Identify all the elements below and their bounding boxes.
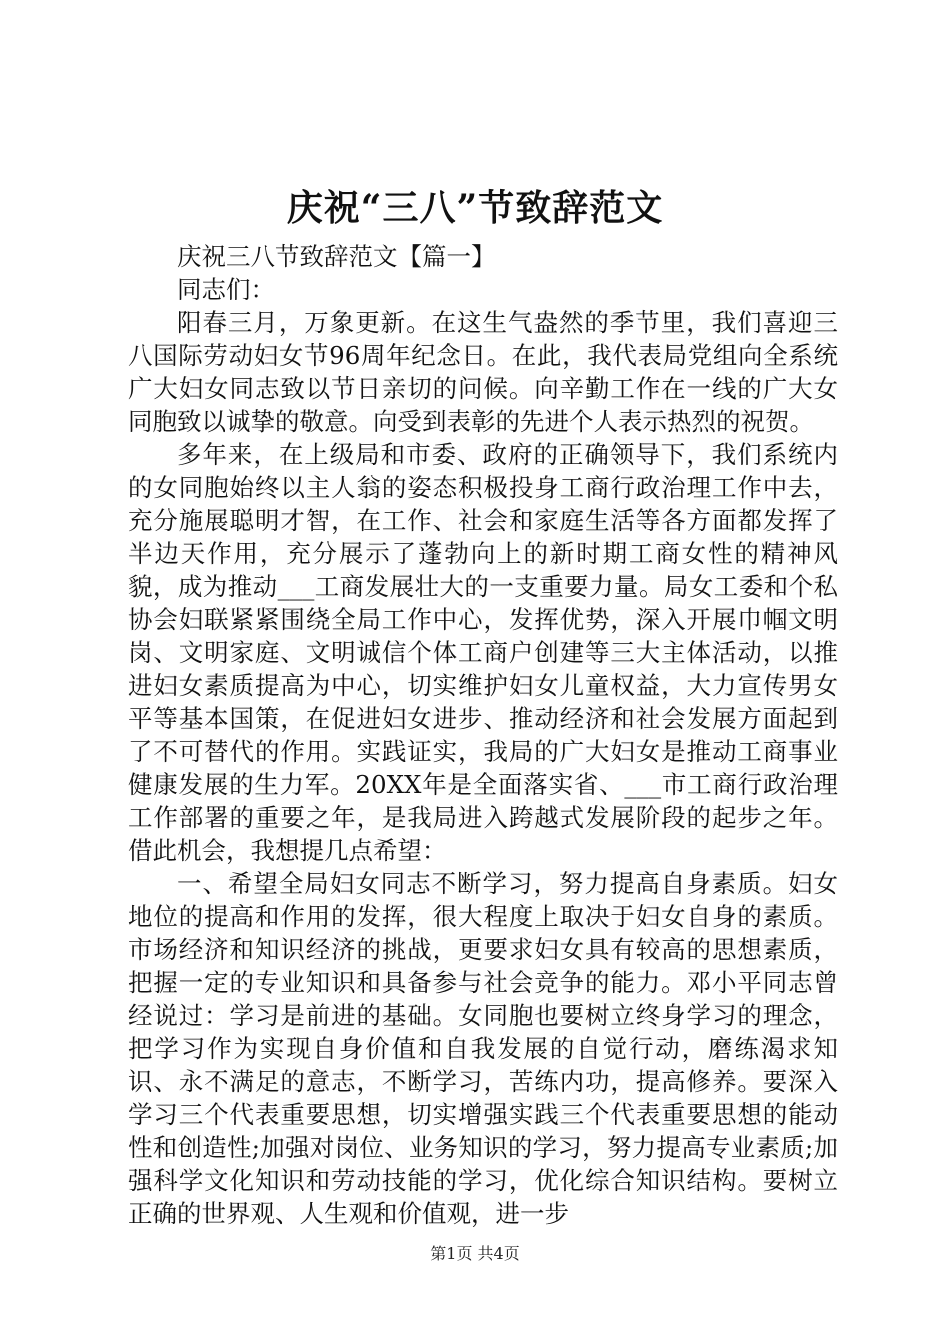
paragraph: 一、希望全局妇女同志不断学习，努力提高自身素质。妇女地位的提高和作用的发挥，很大程度上取决于妇女自身的素质。市场经济和知识经济的挑战，更要求妇女具有较高的思想素质，把握一定的专业知识和具备参与社会竞争的能力。邓小平同志曾经说过：学习是前进的基础。女同胞也要树立终身学习的理念，把学习作为实现自身价值和自我发展的自觉行动，磨练渴求知识、永不满足的意志，不断学习，苦练内功，提高修养。要深入学习三个代表重要思想，切实增强实践三个代表重要思想的能动性和创造性;加强对岗位、业务知识的学习，努力提高专业素质;加强科学文化知识和劳动技能的学习，优化综合知识结构。要树立正确的世界观、人生观和价值观，进一步 [128, 869, 838, 1228]
paragraph: 阳春三月，万象更新。在这生气盎然的季节里，我们喜迎三八国际劳动妇女节96周年纪念日。在此，我代表局党组向全系统广大妇女同志致以节日亲切的问候。向辛勤工作在一线的广大女同胞致以诚挚的敬意。向受到表彰的先进个人表示热烈的祝贺。 [128, 308, 838, 436]
document-title: 庆祝“三八”节致辞范文 [286, 187, 664, 229]
paragraph: 多年来，在上级局和市委、政府的正确领导下，我们系统内的女同胞始终以主人翁的姿态积极投身工商行政治理工作中去，充分施展聪明才智，在工作、社会和家庭生活等各方面都发挥了半边天作用，充分展示了蓬勃向上的新时期工商女性的精神风貌，成为推动___工商发展壮大的一支重要力量。局女工委和个私协会妇联紧紧围绕全局工作中心，发挥优势，深入开展巾帼文明岗、文明家庭、文明诚信个体工商户创建等三大主体活动，以推进妇女素质提高为中心，切实维护妇女儿童权益，大力宣传男女平等基本国策，在促进妇女进步、推动经济和社会发展方面起到了不可替代的作用。实践证实，我局的广大妇女是推动工商事业健康发展的生力军。20XX年是全面落实省、___市工商行政治理工作部署的重要之年，是我局进入跨越式发展阶段的起步之年。借此机会，我想提几点希望： [128, 440, 838, 865]
document-body [128, 240, 838, 1230]
salutation: 同志们： [177, 275, 275, 304]
page-footer: 第1页 共4页 [430, 1244, 520, 1263]
section-heading: 庆祝三八节致辞范文【篇一】 [177, 242, 496, 271]
